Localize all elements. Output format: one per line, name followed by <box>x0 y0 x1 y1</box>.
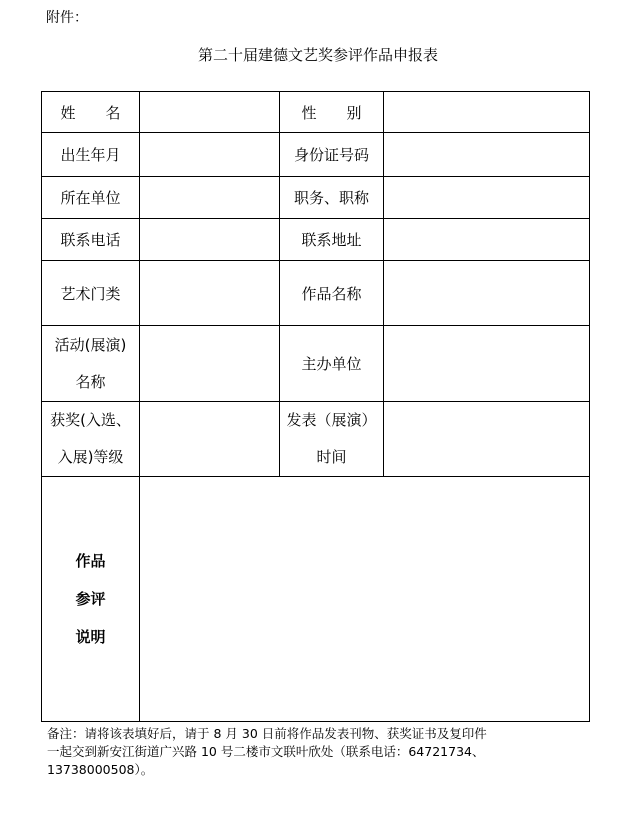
label-gender: 性 别 <box>280 92 384 133</box>
label-address: 联系地址 <box>280 219 384 261</box>
form-row-award <box>42 402 590 477</box>
label-activity-line1: 活动(展演) <box>54 335 127 354</box>
application-form-table <box>41 91 590 722</box>
input-publish-time[interactable] <box>384 402 590 477</box>
notes-line3: 13738000508）。 <box>47 762 154 777</box>
label-publish-line2: 时间 <box>316 448 347 466</box>
label-phone: 联系电话 <box>42 219 140 261</box>
input-gender[interactable] <box>384 92 590 133</box>
notes-line2: 一起交到新安江街道广兴路 10 号二楼市文联叶欣处（联系电话：64721734、 <box>47 744 485 759</box>
label-id-number: 身份证号码 <box>280 133 384 177</box>
input-organizer[interactable] <box>384 326 590 402</box>
attachment-label: 附件： <box>46 10 88 26</box>
input-phone[interactable] <box>140 219 280 261</box>
label-desc-line3: 说明 <box>75 628 106 646</box>
label-activity-line2: 名称 <box>75 372 106 391</box>
notes-section <box>47 725 607 779</box>
input-activity-name[interactable] <box>140 326 280 402</box>
label-publish-time <box>280 402 384 477</box>
label-award-line2: 入展)等级 <box>57 448 124 466</box>
form-row-activity <box>42 326 590 402</box>
label-employer: 所在单位 <box>42 177 140 219</box>
form-row-birth <box>42 133 590 177</box>
label-award-level <box>42 402 140 477</box>
form-row-employer <box>42 177 590 219</box>
input-address[interactable] <box>384 219 590 261</box>
form-row-contact <box>42 219 590 261</box>
input-work-description[interactable] <box>140 477 590 722</box>
input-position-title[interactable] <box>384 177 590 219</box>
form-row-art <box>42 261 590 326</box>
form-row-name <box>42 92 590 133</box>
label-organizer: 主办单位 <box>280 326 384 402</box>
label-name: 姓 名 <box>42 92 140 133</box>
label-work-description <box>42 477 140 722</box>
label-position-title: 职务、职称 <box>280 177 384 219</box>
input-art-category[interactable] <box>140 261 280 326</box>
input-award-level[interactable] <box>140 402 280 477</box>
form-row-description <box>42 477 590 722</box>
input-birth-date[interactable] <box>140 133 280 177</box>
label-birth-date: 出生年月 <box>42 133 140 177</box>
input-name[interactable] <box>140 92 280 133</box>
input-work-title[interactable] <box>384 261 590 326</box>
label-award-line1: 获奖(入选、 <box>50 411 131 429</box>
input-id-number[interactable] <box>384 133 590 177</box>
label-activity-name <box>42 326 140 402</box>
label-desc-line1: 作品 <box>75 552 106 570</box>
input-employer[interactable] <box>140 177 280 219</box>
notes-line1: 备注：请将该表填好后，请于 8 月 30 日前将作品发表刊物、获奖证书及复印件 <box>47 726 487 741</box>
label-art-category: 艺术门类 <box>42 261 140 326</box>
label-work-title: 作品名称 <box>280 261 384 326</box>
label-publish-line1: 发表（展演） <box>286 411 377 429</box>
form-title: 第二十届建德文艺奖参评作品申报表 <box>197 46 438 64</box>
label-desc-line2: 参评 <box>75 590 106 608</box>
